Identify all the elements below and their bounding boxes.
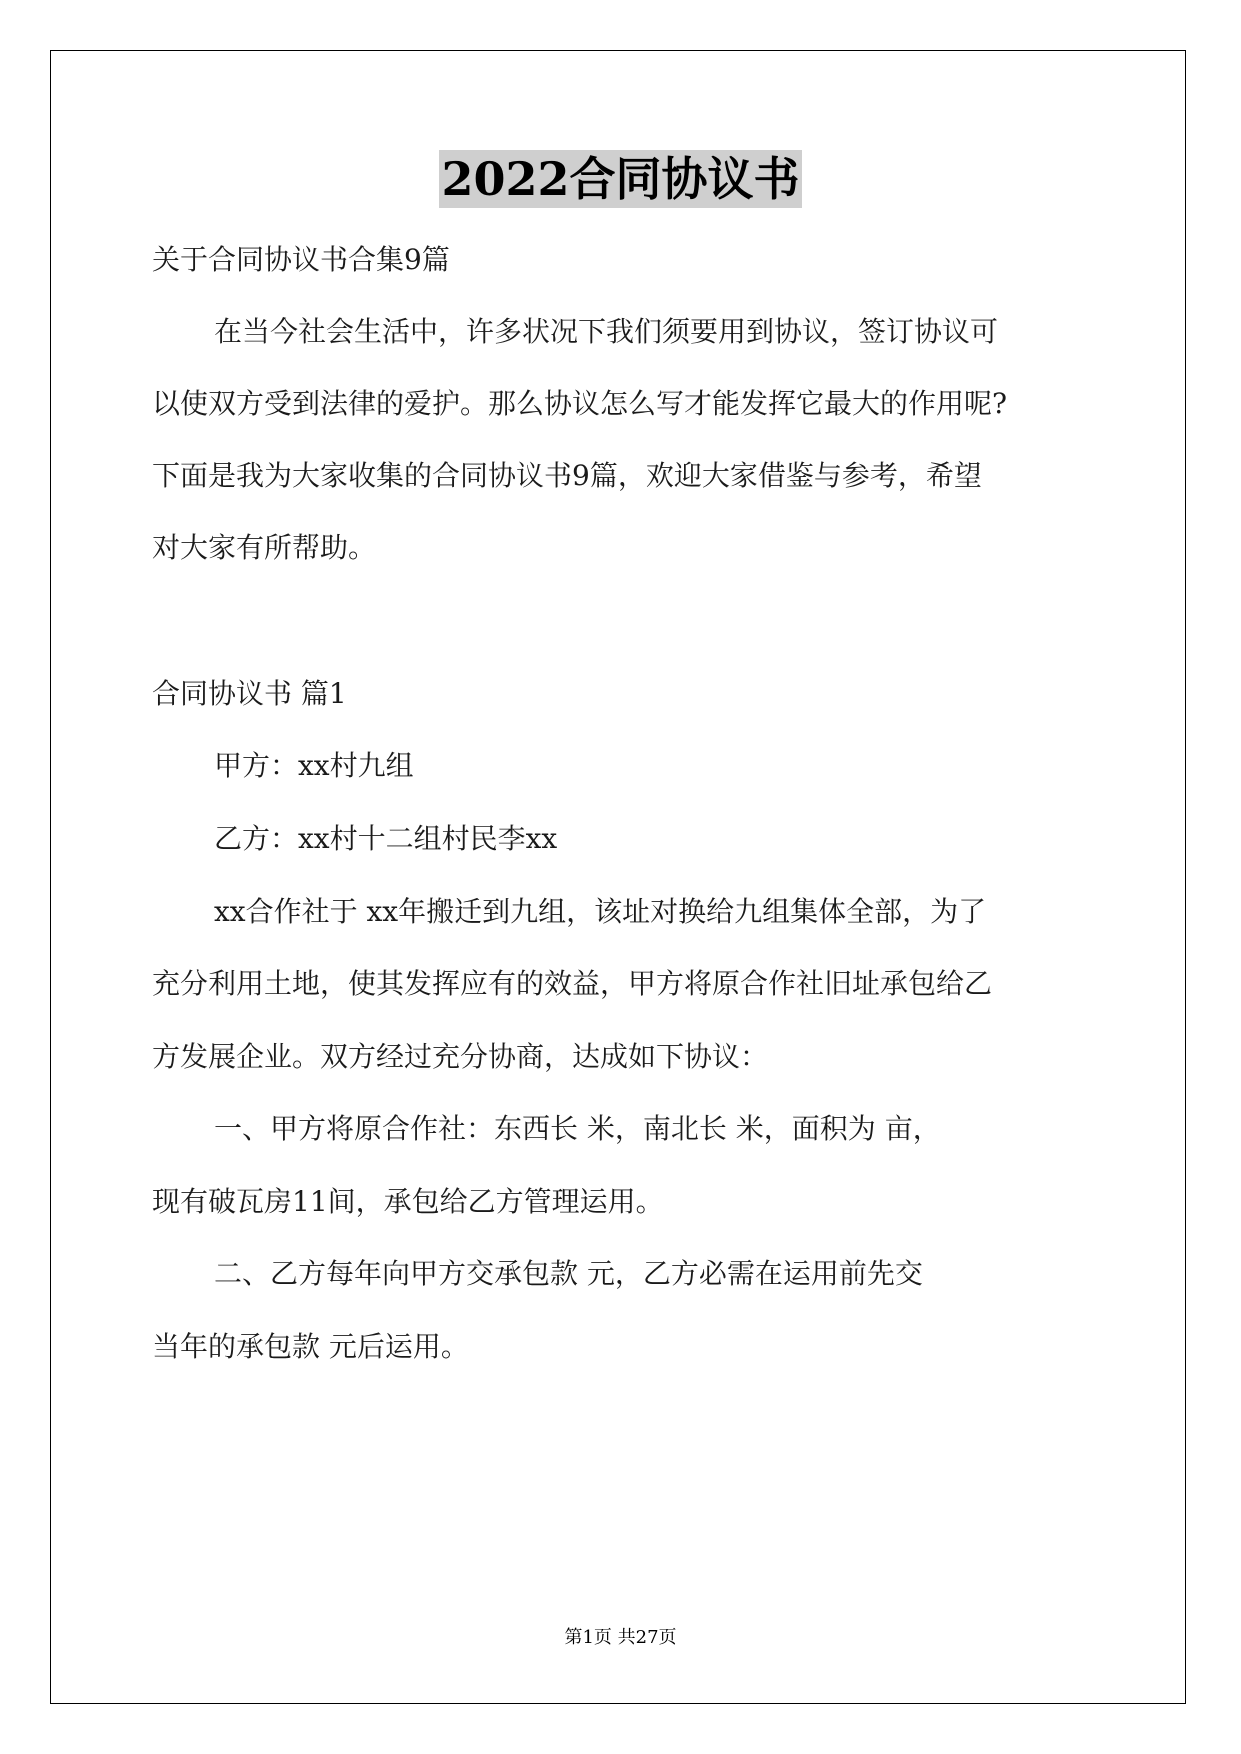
body-line-2: 充分利用土地，使其发挥应有的效益，甲方将原合作社旧址承包给乙 (152, 967, 993, 1000)
intro-line-3: 下面是我为大家收集的合同协议书9篇，欢迎大家借鉴与参考，希望 (152, 459, 982, 492)
title-container (0, 150, 1241, 208)
clause-2-line-2: 当年的承包款 元后运用。 (152, 1330, 469, 1363)
intro-line-1: 在当今社会生活中，许多状况下我们须要用到协议，签订协议可 (214, 315, 999, 348)
party-b: 乙方：xx村十二组村民李xx (214, 822, 558, 855)
clause-1-line-2: 现有破瓦房11间，承包给乙方管理运用。 (152, 1185, 664, 1218)
party-a: 甲方：xx村九组 (214, 749, 414, 782)
body-line-1: xx合作社于 xx年搬迁到九组，该址对换给九组集体全部，为了 (214, 895, 987, 928)
document-subtitle: 关于合同协议书合集9篇 (152, 243, 450, 276)
page-footer: 第1页 共27页 (564, 1627, 677, 1648)
section-heading: 合同协议书 篇1 (152, 677, 347, 710)
clause-2-line-1: 二、乙方每年向甲方交承包款 元，乙方必需在运用前先交 (214, 1257, 923, 1290)
body-line-3: 方发展企业。双方经过充分协商，达成如下协议： (152, 1040, 769, 1073)
intro-line-2: 以使双方受到法律的爱护。那么协议怎么写才能发挥它最大的作用呢? (152, 387, 1008, 420)
intro-line-4: 对大家有所帮助。 (152, 531, 377, 564)
page-border (50, 50, 1186, 1704)
clause-1-line-1: 一、甲方将原合作社：东西长 米，南北长 米，面积为 亩， (214, 1112, 941, 1145)
document-title: 2022合同协议书 (441, 152, 800, 206)
